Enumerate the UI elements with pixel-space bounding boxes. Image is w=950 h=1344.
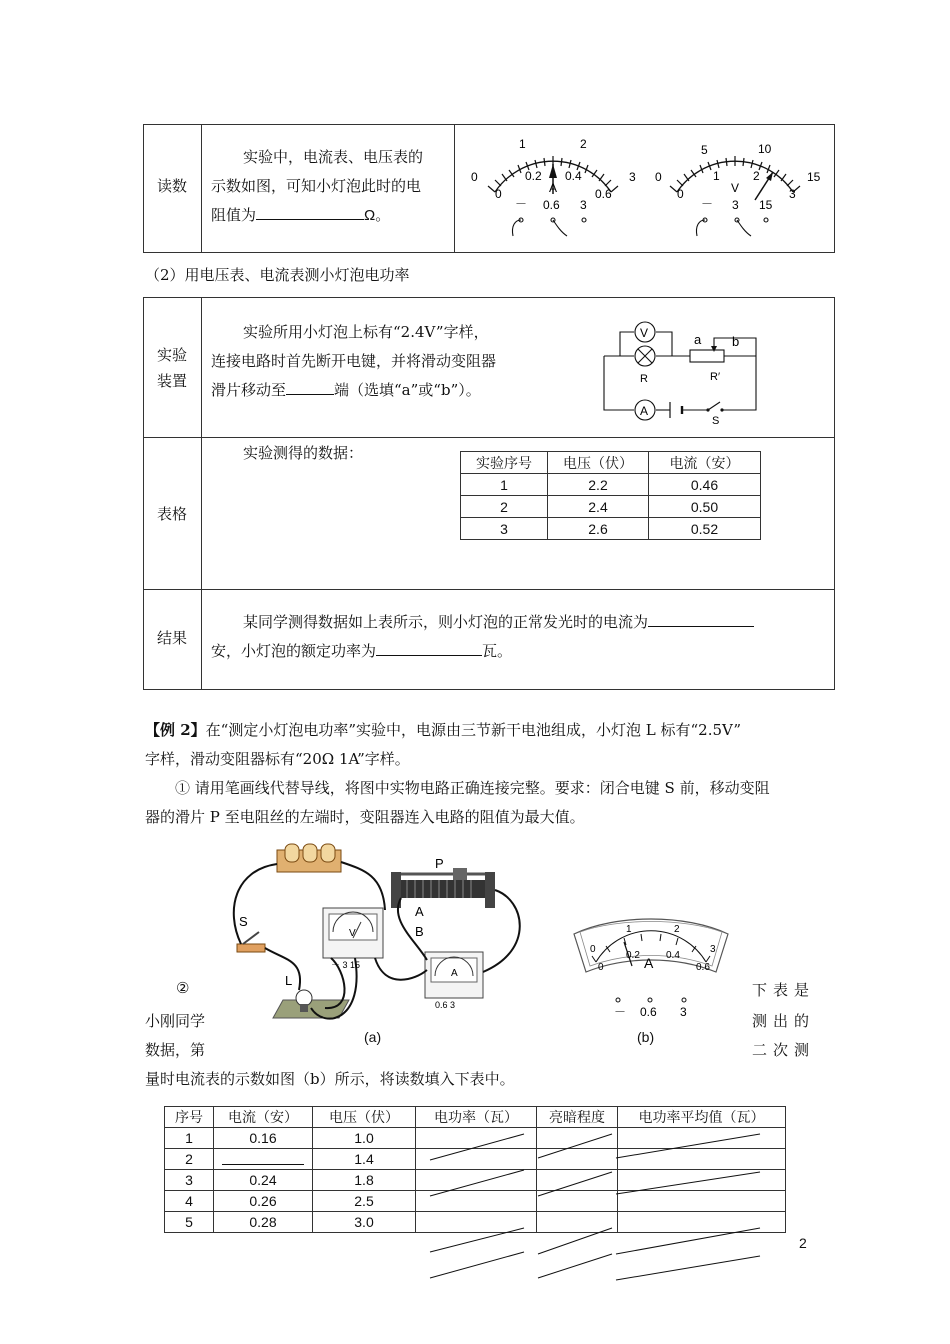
record-cell: 0.28	[214, 1212, 313, 1233]
figure-b-caption: (b)	[637, 1029, 655, 1045]
example2-q1-line2: 器的滑片 P 至电阻丝的左端时，变阻器连入电路的阻值为最大值。	[145, 808, 585, 826]
record-header-brightness: 亮暗程度	[537, 1107, 618, 1128]
q2-left-1: ②	[176, 979, 190, 997]
voltmeter-bottom-0: 0	[677, 187, 684, 201]
record-cell: 1	[165, 1128, 214, 1149]
record-cell: 1.0	[313, 1128, 416, 1149]
voltmeter-term-15: 15	[759, 198, 773, 212]
voltmeter-bottom-3: 3	[789, 187, 796, 201]
voltmeter-symbol: V	[731, 181, 740, 195]
voltmeter-term-3: 3	[732, 198, 739, 212]
example2-text	[145, 716, 815, 832]
fig-label-a-terms: 0.6 3	[435, 1000, 456, 1010]
data-cell: 0.50	[649, 496, 761, 518]
ammeter-bottom-1: 0.2	[525, 169, 542, 183]
lamp-bulb	[296, 990, 312, 1006]
figure-b-symbol: A	[644, 955, 654, 971]
setup-label-line1: 实验	[156, 346, 187, 364]
ammeter-top-1: 1	[519, 137, 526, 151]
example2-line1: 在“测定小灯泡电功率”实验中，电源由三节新干电池组成，小灯泡 L 标有“2.5V”	[205, 721, 742, 739]
record-header-voltage: 电压（伏）	[313, 1107, 416, 1128]
ammeter-top-0: 0	[471, 170, 478, 184]
ammeter-term-06: 0.6	[543, 198, 560, 212]
q2-right-3: 二次测	[752, 1041, 816, 1059]
table-row	[461, 474, 761, 496]
data-header-index: 实验序号	[461, 452, 548, 474]
slanted-line-artifacts	[420, 1128, 780, 1288]
circuit-diagram	[598, 318, 768, 430]
data-table	[460, 451, 761, 540]
record-cell: 0.24	[214, 1170, 313, 1191]
circuit-label-a-end: a	[694, 332, 702, 347]
ammeter-bottom-3: 0.6	[595, 187, 612, 201]
result-text-line2a: 安，小灯泡的额定功率为	[211, 642, 377, 660]
figure-b-top-1: 1	[626, 924, 632, 935]
record-cell: 0.16	[214, 1128, 313, 1149]
reading-text-line1: 实验中，电流表、电压表的	[243, 148, 424, 166]
reading-text	[211, 143, 451, 230]
circuit-label-r: R	[640, 373, 648, 385]
voltmeter-term-neg: －	[701, 197, 714, 211]
data-cell: 3	[461, 518, 548, 540]
table-row	[461, 518, 761, 540]
record-cell-current-blank[interactable]	[214, 1149, 313, 1170]
circuit-label-a: A	[640, 404, 649, 418]
data-cell: 2	[461, 496, 548, 518]
record-cell: 5	[165, 1212, 214, 1233]
figure-b-bottom-1: 0.2	[626, 950, 640, 961]
record-cell: 2.5	[313, 1191, 416, 1212]
answer-blank-current[interactable]	[648, 626, 754, 627]
setup-text-line2: 连接电路时首先断开电键，并将滑动变阻器	[211, 352, 497, 370]
voltmeter-bottom-1: 1	[713, 169, 720, 183]
fig-label-b: B	[415, 924, 424, 939]
rheostat	[690, 350, 724, 362]
q2-right-1: 下表是	[752, 981, 816, 999]
result-label: 结果	[156, 629, 187, 647]
figure-b-top-2: 2	[674, 924, 680, 935]
record-header-power: 电功率（瓦）	[416, 1107, 537, 1128]
ammeter-wires	[512, 218, 586, 236]
ammeter-dial	[463, 134, 643, 246]
setup-text-line1: 实验所用小灯泡上标有“2.4V”字样，	[243, 323, 489, 341]
reading-unit: Ω。	[364, 207, 391, 224]
reading-text-line2: 示数如图，可知小灯泡此时的电	[211, 177, 422, 195]
data-cell: 2.6	[548, 518, 649, 540]
record-cell: 2	[165, 1149, 214, 1170]
circuit-label-s: S	[712, 415, 720, 427]
ammeter-bottom-2: 0.4	[565, 169, 582, 183]
q2-left-3: 数据，第	[145, 1041, 206, 1059]
setup-text-line3b: 端（选填“a”或“b”）。	[334, 381, 481, 399]
record-cell: 4	[165, 1191, 214, 1212]
record-cell: 1.4	[313, 1149, 416, 1170]
figure-b-bottom-2: 0.4	[666, 950, 680, 961]
figure-b-term-3: 3	[680, 1005, 687, 1019]
circuit-label-b-end: b	[732, 334, 740, 349]
data-cell: 2.4	[548, 496, 649, 518]
setup-text-line3a: 滑片移动至	[211, 381, 287, 399]
voltmeter-top-10: 10	[758, 142, 772, 156]
fig-label-amm: A	[451, 968, 458, 979]
ammeter-symbol: A	[549, 181, 558, 195]
ammeter-term-neg: －	[515, 197, 528, 211]
reading-label: 读数	[156, 177, 187, 195]
circuit-label-v: V	[640, 326, 649, 340]
figure-b-bottom-3: 0.6	[696, 962, 710, 973]
fig-label-a: A	[415, 904, 424, 919]
voltmeter-dial	[645, 134, 825, 246]
result-text-line2b: 瓦。	[482, 642, 513, 660]
data-header-current: 电流（安）	[649, 452, 761, 474]
switch-apparatus	[237, 944, 265, 952]
reading-text-line3: 阻值为	[211, 206, 257, 224]
answer-blank-slider-end[interactable]	[286, 394, 334, 395]
table-row	[461, 496, 761, 518]
ammeter-top-2: 2	[580, 137, 587, 151]
voltmeter-wires	[696, 218, 768, 236]
fig-label-v-terms: － 3 15	[331, 960, 361, 970]
record-header-current: 电流（安）	[214, 1107, 313, 1128]
record-header-avg-power: 电功率平均值（瓦）	[618, 1107, 786, 1128]
answer-blank-power[interactable]	[376, 655, 482, 656]
setup-label-line2: 装置	[156, 372, 187, 390]
setup-label	[143, 342, 201, 394]
fig-label-s: S	[239, 914, 248, 929]
page-number: 2	[799, 1235, 807, 1251]
switch-symbol	[706, 408, 709, 411]
voltmeter-top-0: 0	[655, 170, 662, 184]
record-header-index: 序号	[165, 1107, 214, 1128]
record-cell: 1.8	[313, 1170, 416, 1191]
data-cell: 1	[461, 474, 548, 496]
record-cell: 3.0	[313, 1212, 416, 1233]
section2-title: （2）用电压表、电流表测小灯泡电功率	[145, 266, 410, 284]
result-text-line1: 某同学测得数据如上表所示，则小灯泡的正常发光时的电流为	[243, 613, 649, 631]
example2-line2: 字样，滑动变阻器标有“20Ω 1A”字样。	[145, 750, 410, 768]
record-cell: 0.26	[214, 1191, 313, 1212]
data-intro: 实验测得的数据：	[243, 444, 364, 462]
fig-label-l: L	[285, 973, 293, 988]
voltmeter-top-15: 15	[807, 170, 821, 184]
table-row-label: 表格	[156, 505, 187, 523]
ammeter-term-3: 3	[580, 198, 587, 212]
data-cell: 0.52	[649, 518, 761, 540]
q2-left-2: 小刚同学	[145, 1012, 206, 1030]
rheostat-apparatus	[401, 880, 485, 898]
voltmeter-bottom-2: 2	[753, 169, 760, 183]
q2-right-2: 测出的	[752, 1012, 816, 1030]
voltmeter-top-5: 5	[701, 143, 708, 157]
result-text	[211, 608, 831, 666]
answer-blank-current-reading[interactable]	[222, 1150, 304, 1165]
figure-a-caption: (a)	[364, 1029, 382, 1045]
data-cell: 2.2	[548, 474, 649, 496]
setup-text	[211, 318, 591, 405]
figure-b-top-3: 3	[710, 944, 716, 955]
ammeter-top-3: 3	[629, 170, 636, 184]
figure-b-term-06: 0.6	[640, 1005, 657, 1019]
figure-b-bottom-0: 0	[598, 962, 604, 973]
data-cell: 0.46	[649, 474, 761, 496]
q2-line-last: 量时电流表的示数如图（b）所示，将读数填入下表中。	[145, 1070, 515, 1088]
fig-label-v: V	[349, 928, 356, 939]
fig-label-p: P	[435, 856, 444, 871]
figure-b-ammeter	[566, 908, 736, 1020]
circuit-label-rp: R′	[710, 371, 721, 383]
figure-a-apparatus	[215, 840, 535, 1040]
example2-q1-line1: ① 请用笔画线代替导线，将图中实物电路正确连接完整。要求：闭合电键 S 前，移动变阻	[175, 779, 770, 797]
record-cell: 3	[165, 1170, 214, 1191]
example2-bracket: 【例 2】	[145, 721, 206, 739]
answer-blank-resistance[interactable]	[256, 219, 364, 220]
figure-b-term-neg: －	[614, 1005, 627, 1019]
data-header-voltage: 电压（伏）	[548, 452, 649, 474]
figure-b-top-0: 0	[590, 944, 596, 955]
ammeter-bottom-0: 0	[495, 187, 502, 201]
